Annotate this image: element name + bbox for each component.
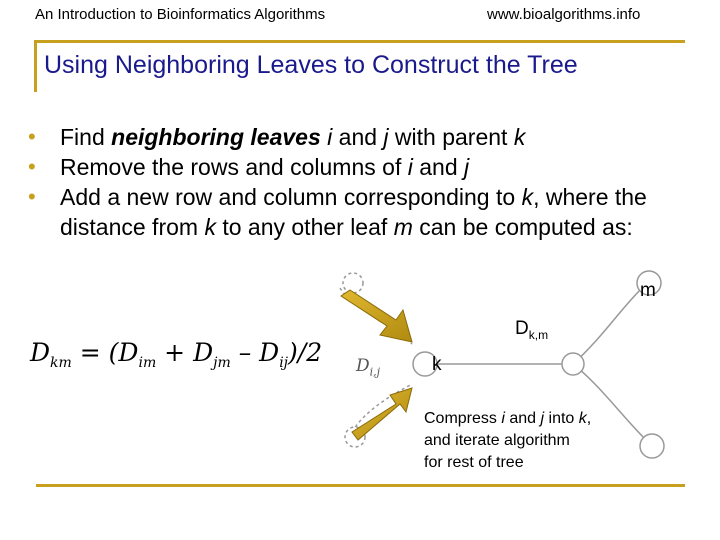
diagram-caption: Compress i and j into k, and iterate algorithm for rest of tree [424,410,592,471]
bullet-item: • Remove the rows and columns of i and j [28,154,470,180]
header-course-title: An Introduction to Bioinformatics Algorithms [35,6,326,23]
leaf-node [640,434,664,458]
leaf-i-circle [343,273,363,293]
bullet-dot: • [28,154,36,179]
bullet-item: • Find neighboring leaves i and j with parent k [28,124,526,150]
distance-formula: $D_{km} = (D_{im} + D_{jm} - D_{ij})/2$ [30,338,323,371]
dkm-label: $D_{k,m}$ [515,318,549,342]
slide-title: Using Neighboring Leaves to Construct the Tree [44,51,578,79]
footer-rule [36,484,685,487]
compress-arrow-j [352,388,412,440]
bullet-dot: • [28,124,36,149]
leaf-m-label: m [640,280,656,301]
header-website: www.bioalgorithms.info [487,6,641,23]
bullet-dot: • [28,184,36,209]
dij-label: $D_{i,j}$ [356,356,381,379]
node-k-label: k [432,354,442,375]
internal-node [562,353,584,375]
bullet-item: • Add a new row and column corresponding to k, where the distance from k to any other leaf m can be computed as: [28,184,647,240]
compress-arrow-i [341,290,412,342]
edge-center-m [573,288,642,364]
